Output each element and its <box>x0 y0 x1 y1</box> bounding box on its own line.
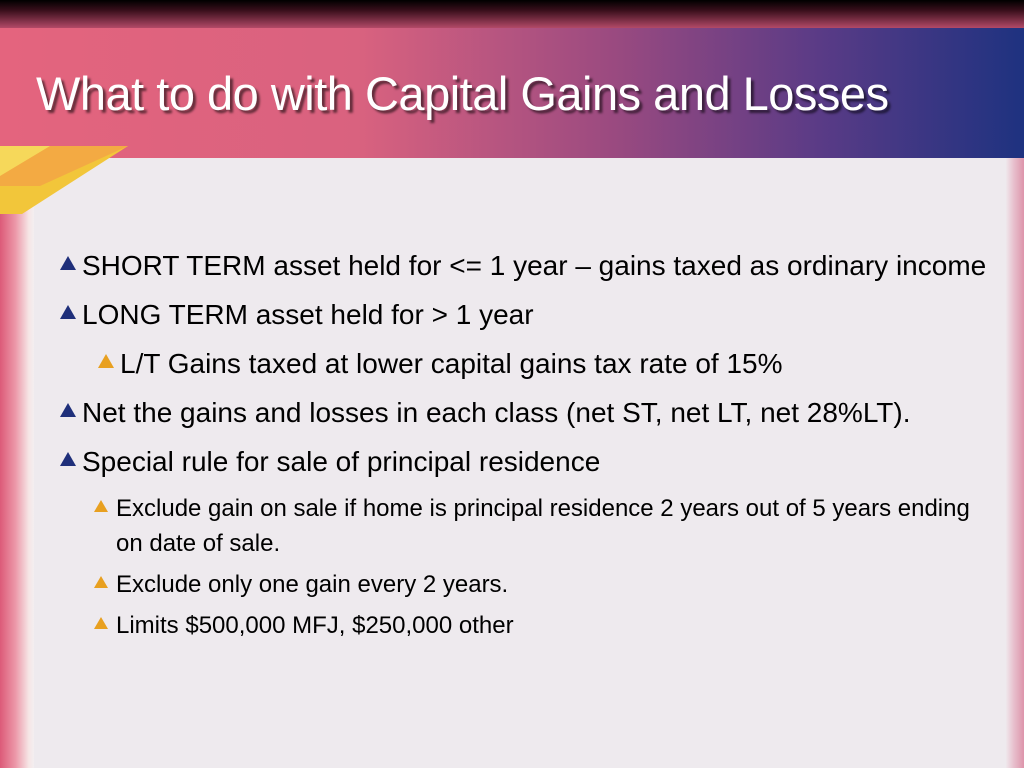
bullet-text: Exclude gain on sale if home is principal residence 2 years out of 5 years ending on date of sale. <box>116 495 970 557</box>
triangle-flag-icon <box>58 254 78 272</box>
triangle-flag-icon <box>58 303 78 321</box>
slide-title: What to do with Capital Gains and Losses <box>36 67 889 120</box>
list-item <box>58 295 988 335</box>
bullet-text: Limits $500,000 MFJ, $250,000 other <box>116 612 514 639</box>
list-item <box>58 246 988 286</box>
bullet-text: L/T Gains taxed at lower capital gains tax rate of 15% <box>120 348 783 379</box>
list-item <box>58 491 988 561</box>
bullet-text: Special rule for sale of principal residence <box>82 446 601 477</box>
list-item <box>58 567 988 602</box>
triangle-flag-icon <box>92 498 110 514</box>
bullet-text: Exclude only one gain every 2 years. <box>116 571 509 598</box>
list-item <box>58 393 988 433</box>
list-item <box>58 344 988 384</box>
triangle-flag-icon <box>58 450 78 468</box>
triangle-flag-icon <box>92 615 110 631</box>
bullet-text: Net the gains and losses in each class (net ST, net LT, net 28%LT). <box>82 397 911 428</box>
left-decorative-bar <box>0 158 34 768</box>
list-item <box>58 608 988 643</box>
bullet-text: SHORT TERM asset held for <= 1 year – gains taxed as ordinary income <box>82 250 987 281</box>
triangle-flag-icon <box>96 352 116 370</box>
corner-accent-shape <box>0 146 130 216</box>
triangle-flag-icon <box>92 574 110 590</box>
right-decorative-bar <box>1006 158 1024 768</box>
triangle-flag-icon <box>58 401 78 419</box>
top-strip <box>0 0 1024 30</box>
bullet-list <box>58 246 988 649</box>
bullet-text: LONG TERM asset held for > 1 year <box>82 299 534 330</box>
list-item <box>58 442 988 482</box>
